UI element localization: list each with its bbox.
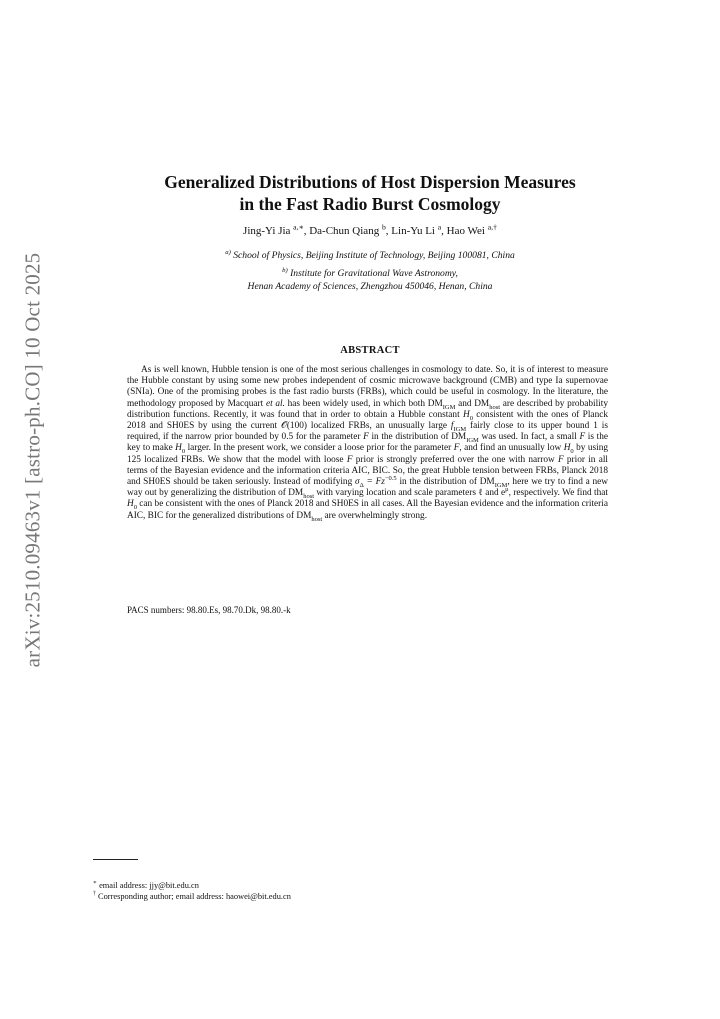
affiliation-text: School of Physics, Beijing Institute of Technology, Beijing 100081, China bbox=[233, 250, 515, 261]
author-affil-mark: a,∗ bbox=[293, 222, 304, 232]
author-name: Lin-Yu Li bbox=[391, 225, 435, 237]
footnote-mark: ∗ bbox=[93, 880, 97, 887]
author-name: Hao Wei bbox=[446, 225, 485, 237]
abstract-body: As is well known, Hubble tension is one of the most serious challenges in cosmology to date. So, it is of interest to measure the Hubble constant by using some new probes independent of cosmic microwave background (CMB) and type Ia supernovae (SNIa). One of the promising probes is the fast radio bursts (FRBs), which could be useful in cosmology. In the literature, the methodology proposed by Macquart et al. has been widely used, in which both $DM_{IGM}$ and $DM_{host}$ are described by probability distribution functions. Recently, it was found that in order to obtain a Hubble constant $H_0$ consistent with the ones of Planck 2018 and SH0ES by using the current 𝒪(100) localized FRBs, an unusually large $f_{IGM}$ fairly close to its upper bound 1 is required, if the narrow prior bounded by 0.5 for the parameter F in the distribution of $DM_{IGM}$ was used. In fact, a small F is the key to make $H_0$ larger. In the present work, we consider a loose prior for the parameter F, and find an unusually low $H_0$ by using 125 localized FRBs. We show that the model with loose F prior is strongly preferred over the one with narrow F prior in all terms of the Bayesian evidence and the information criteria AIC, BIC. So, the great Hubble tension between FRBs, Planck 2018 and SH0ES should be taken seriously. Instead of modifying $\sigma_\Delta = Fz^{-0.5}$ in the distribution of $DM_{IGM}$, here we try to find a new way out by generalizing the distribution of $DM_{host}$ with varying location and scale parameters ℓ and $e^\mu$, respectively. We find that $H_0$ can be consistent with the ones of Planck 2018 and SH0ES in all cases. All the Bayesian evidence and the information criteria AIC, BIC for the generalized distributions of $DM_{host}$ are overwhelmingly strong. bbox=[127, 365, 609, 523]
paper-title bbox=[110, 171, 630, 215]
affiliation-b bbox=[110, 267, 630, 293]
author-name: Da-Chun Qiang bbox=[309, 225, 380, 237]
arxiv-sidebar-stamp bbox=[8, 252, 58, 668]
affiliation-label: b) bbox=[282, 266, 288, 274]
arxiv-identifier: arXiv:2510.09463v1 [astro-ph.CO] 10 Oct 2025 bbox=[20, 252, 45, 668]
footnote-mark: † bbox=[93, 891, 96, 898]
author-affil-mark: a bbox=[437, 222, 442, 232]
footnote-text: Corresponding author; email address: haowei@bit.edu.cn bbox=[95, 892, 291, 901]
affiliation-a bbox=[110, 249, 630, 262]
pacs-numbers: PACS numbers: 98.80.Es, 98.70.Dk, 98.80.-k bbox=[127, 605, 291, 615]
author-name: Jing-Yi Jia bbox=[243, 225, 291, 237]
affiliation-label: a) bbox=[225, 248, 231, 256]
footnote-divider bbox=[93, 859, 138, 860]
author-affil-mark: a,† bbox=[487, 222, 497, 232]
footnotes bbox=[93, 880, 593, 902]
affiliation-text: Henan Academy of Sciences, Zhengzhou 450046, Henan, China bbox=[247, 281, 493, 292]
title-line-1: Generalized Distributions of Host Dispersion Measures bbox=[164, 172, 576, 192]
footnote-item bbox=[93, 891, 593, 902]
footnote-item bbox=[93, 880, 593, 891]
title-line-2: in the Fast Radio Burst Cosmology bbox=[239, 194, 501, 214]
author-affil-mark: b bbox=[381, 222, 386, 232]
affiliation-text: Institute for Gravitational Wave Astronomy, bbox=[290, 268, 458, 279]
author-list: Jing-Yi Jia $^{a,∗}$, Da-Chun Qiang $^b$, Lin-Yu Li $^a$, Hao Wei $^{a,\dagger}$ bbox=[243, 222, 497, 237]
footnote-text: email address: jjy@bit.edu.cn bbox=[96, 881, 199, 890]
abstract-heading: ABSTRACT bbox=[340, 345, 400, 356]
